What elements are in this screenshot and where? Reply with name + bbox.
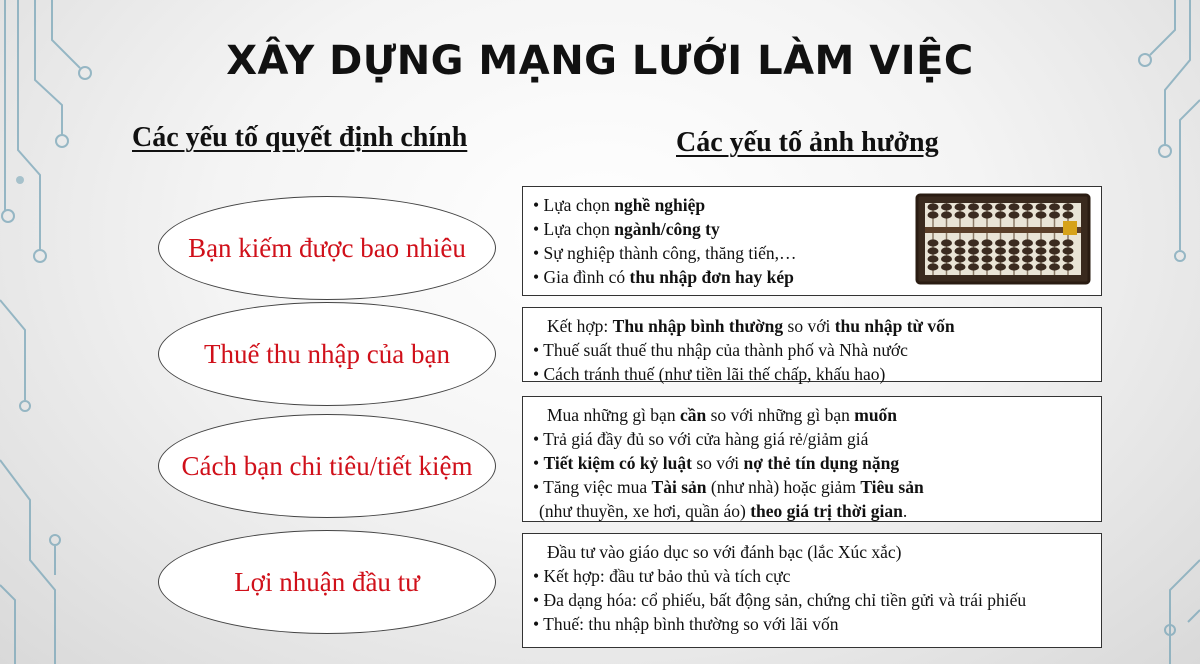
influence-box-income — [522, 186, 1102, 296]
influence-line: • Kết hợp: đầu tư bảo thủ và tích cực — [533, 566, 791, 586]
factor-spending-ellipse: Cách bạn chi tiêu/tiết kiệm — [158, 414, 496, 518]
influence-line: • Tiết kiệm có kỷ luật so với nợ thẻ tín dụng nặng — [533, 453, 900, 473]
page-title: XÂY DỰNG MẠNG LƯỚI LÀM VIỆC — [226, 38, 974, 84]
factor-investment-ellipse: Lợi nhuận đầu tư — [158, 530, 496, 634]
circuit-decoration-left — [0, 0, 110, 664]
influence-box-investment — [522, 533, 1102, 648]
influence-line: • Gia đình có thu nhập đơn hay kép — [533, 267, 794, 287]
factor-tax-ellipse: Thuế thu nhập của bạn — [158, 302, 496, 406]
left-column-header: Các yếu tố quyết định chính — [132, 122, 468, 153]
influence-line: Kết hợp: Thu nhập bình thường so với thu nhập từ vốn — [547, 316, 955, 336]
influence-box-tax — [522, 307, 1102, 382]
abacus-icon — [915, 193, 1091, 285]
influence-line: (như thuyền, xe hơi, quần áo) theo giá trị thời gian. — [539, 501, 908, 521]
circuit-decoration-right — [1110, 0, 1200, 664]
influence-line: • Thuế suất thuế thu nhập của thành phố và Nhà nước — [533, 340, 908, 360]
influence-line: Mua những gì bạn cần so với những gì bạn muốn — [547, 405, 898, 425]
influence-line: • Trả giá đầy đủ so với cửa hàng giá rẻ/giảm giá — [533, 429, 869, 449]
influence-line: • Sự nghiệp thành công, thăng tiến,… — [533, 243, 797, 263]
right-column-header: Các yếu tố ảnh hưởng — [676, 127, 939, 158]
influence-line: • Đa dạng hóa: cổ phiếu, bất động sản, chứng chỉ tiền gửi và trái phiếu — [533, 590, 1027, 610]
influence-line: • Lựa chọn nghề nghiệp — [533, 195, 706, 215]
influence-line: • Cách tránh thuế (như tiền lãi thế chấp, khấu hao) — [533, 364, 886, 384]
influence-box-spending — [522, 396, 1102, 522]
influence-line: Đầu tư vào giáo dục so với đánh bạc (lắc Xúc xắc) — [547, 542, 902, 562]
influence-line: • Lựa chọn ngành/công ty — [533, 219, 720, 239]
influence-line: • Tăng việc mua Tài sản (như nhà) hoặc giảm Tiêu sản — [533, 477, 924, 497]
factor-income-ellipse: Bạn kiếm được bao nhiêu — [158, 196, 496, 300]
influence-line: • Thuế: thu nhập bình thường so với lãi vốn — [533, 614, 839, 634]
